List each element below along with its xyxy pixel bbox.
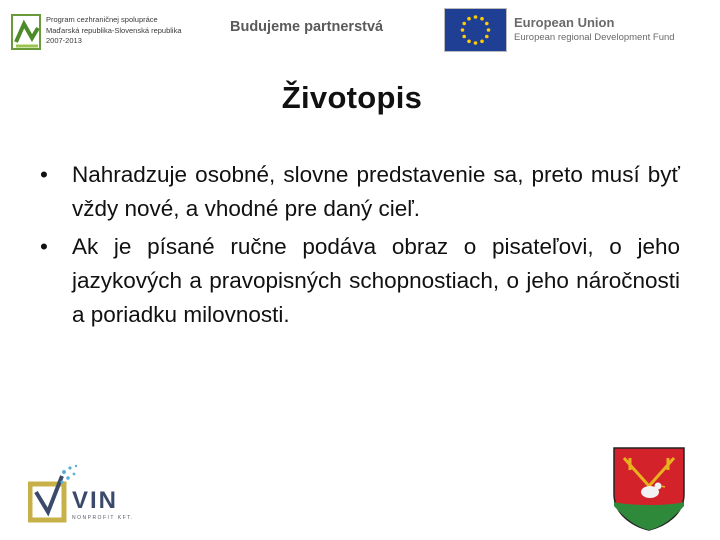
bullet-dot-icon: • <box>40 162 48 187</box>
program-logo-line: 2007-2013 <box>46 36 82 45</box>
slide-title-text: Životopis <box>281 80 423 115</box>
eu-flag-icon <box>444 8 507 52</box>
bullet-text: Ak je písané ručne podáva obraz o pisateľovi, o jeho jazykových a pravopisných schopnostiach, o jeho náročnosti a poriadku milovnosti. <box>72 234 680 327</box>
bullet-dot-icon: • <box>40 234 48 259</box>
program-mark-icon <box>10 12 44 52</box>
eu-title: European Union <box>514 15 615 30</box>
eu-subtitle: European regional Development Fund <box>514 32 675 43</box>
vin-logo-name: VIN <box>72 487 119 514</box>
program-logo <box>10 12 215 54</box>
coat-of-arms-icon <box>610 444 688 532</box>
eu-label <box>514 15 675 44</box>
bullet-item <box>40 230 680 332</box>
slogan: Budujeme partnerstvá <box>230 19 384 35</box>
vin-logo-tagline: NONPROFIT KFT. <box>72 515 135 521</box>
header-logos <box>0 0 720 62</box>
slide-title <box>0 80 720 116</box>
bullet-text: Nahradzuje osobné, slovne predstavenie sa, preto musí byť vždy nové, a vhodné pre daný cieľ. <box>72 162 680 221</box>
bullet-item <box>40 158 680 226</box>
program-logo-line: Maďarská republika-Slovenská republika <box>46 25 182 35</box>
bullet-list <box>40 158 680 336</box>
program-logo-line: Program cezhraničnej spolupráce <box>46 15 158 24</box>
program-logo-text <box>46 15 182 47</box>
